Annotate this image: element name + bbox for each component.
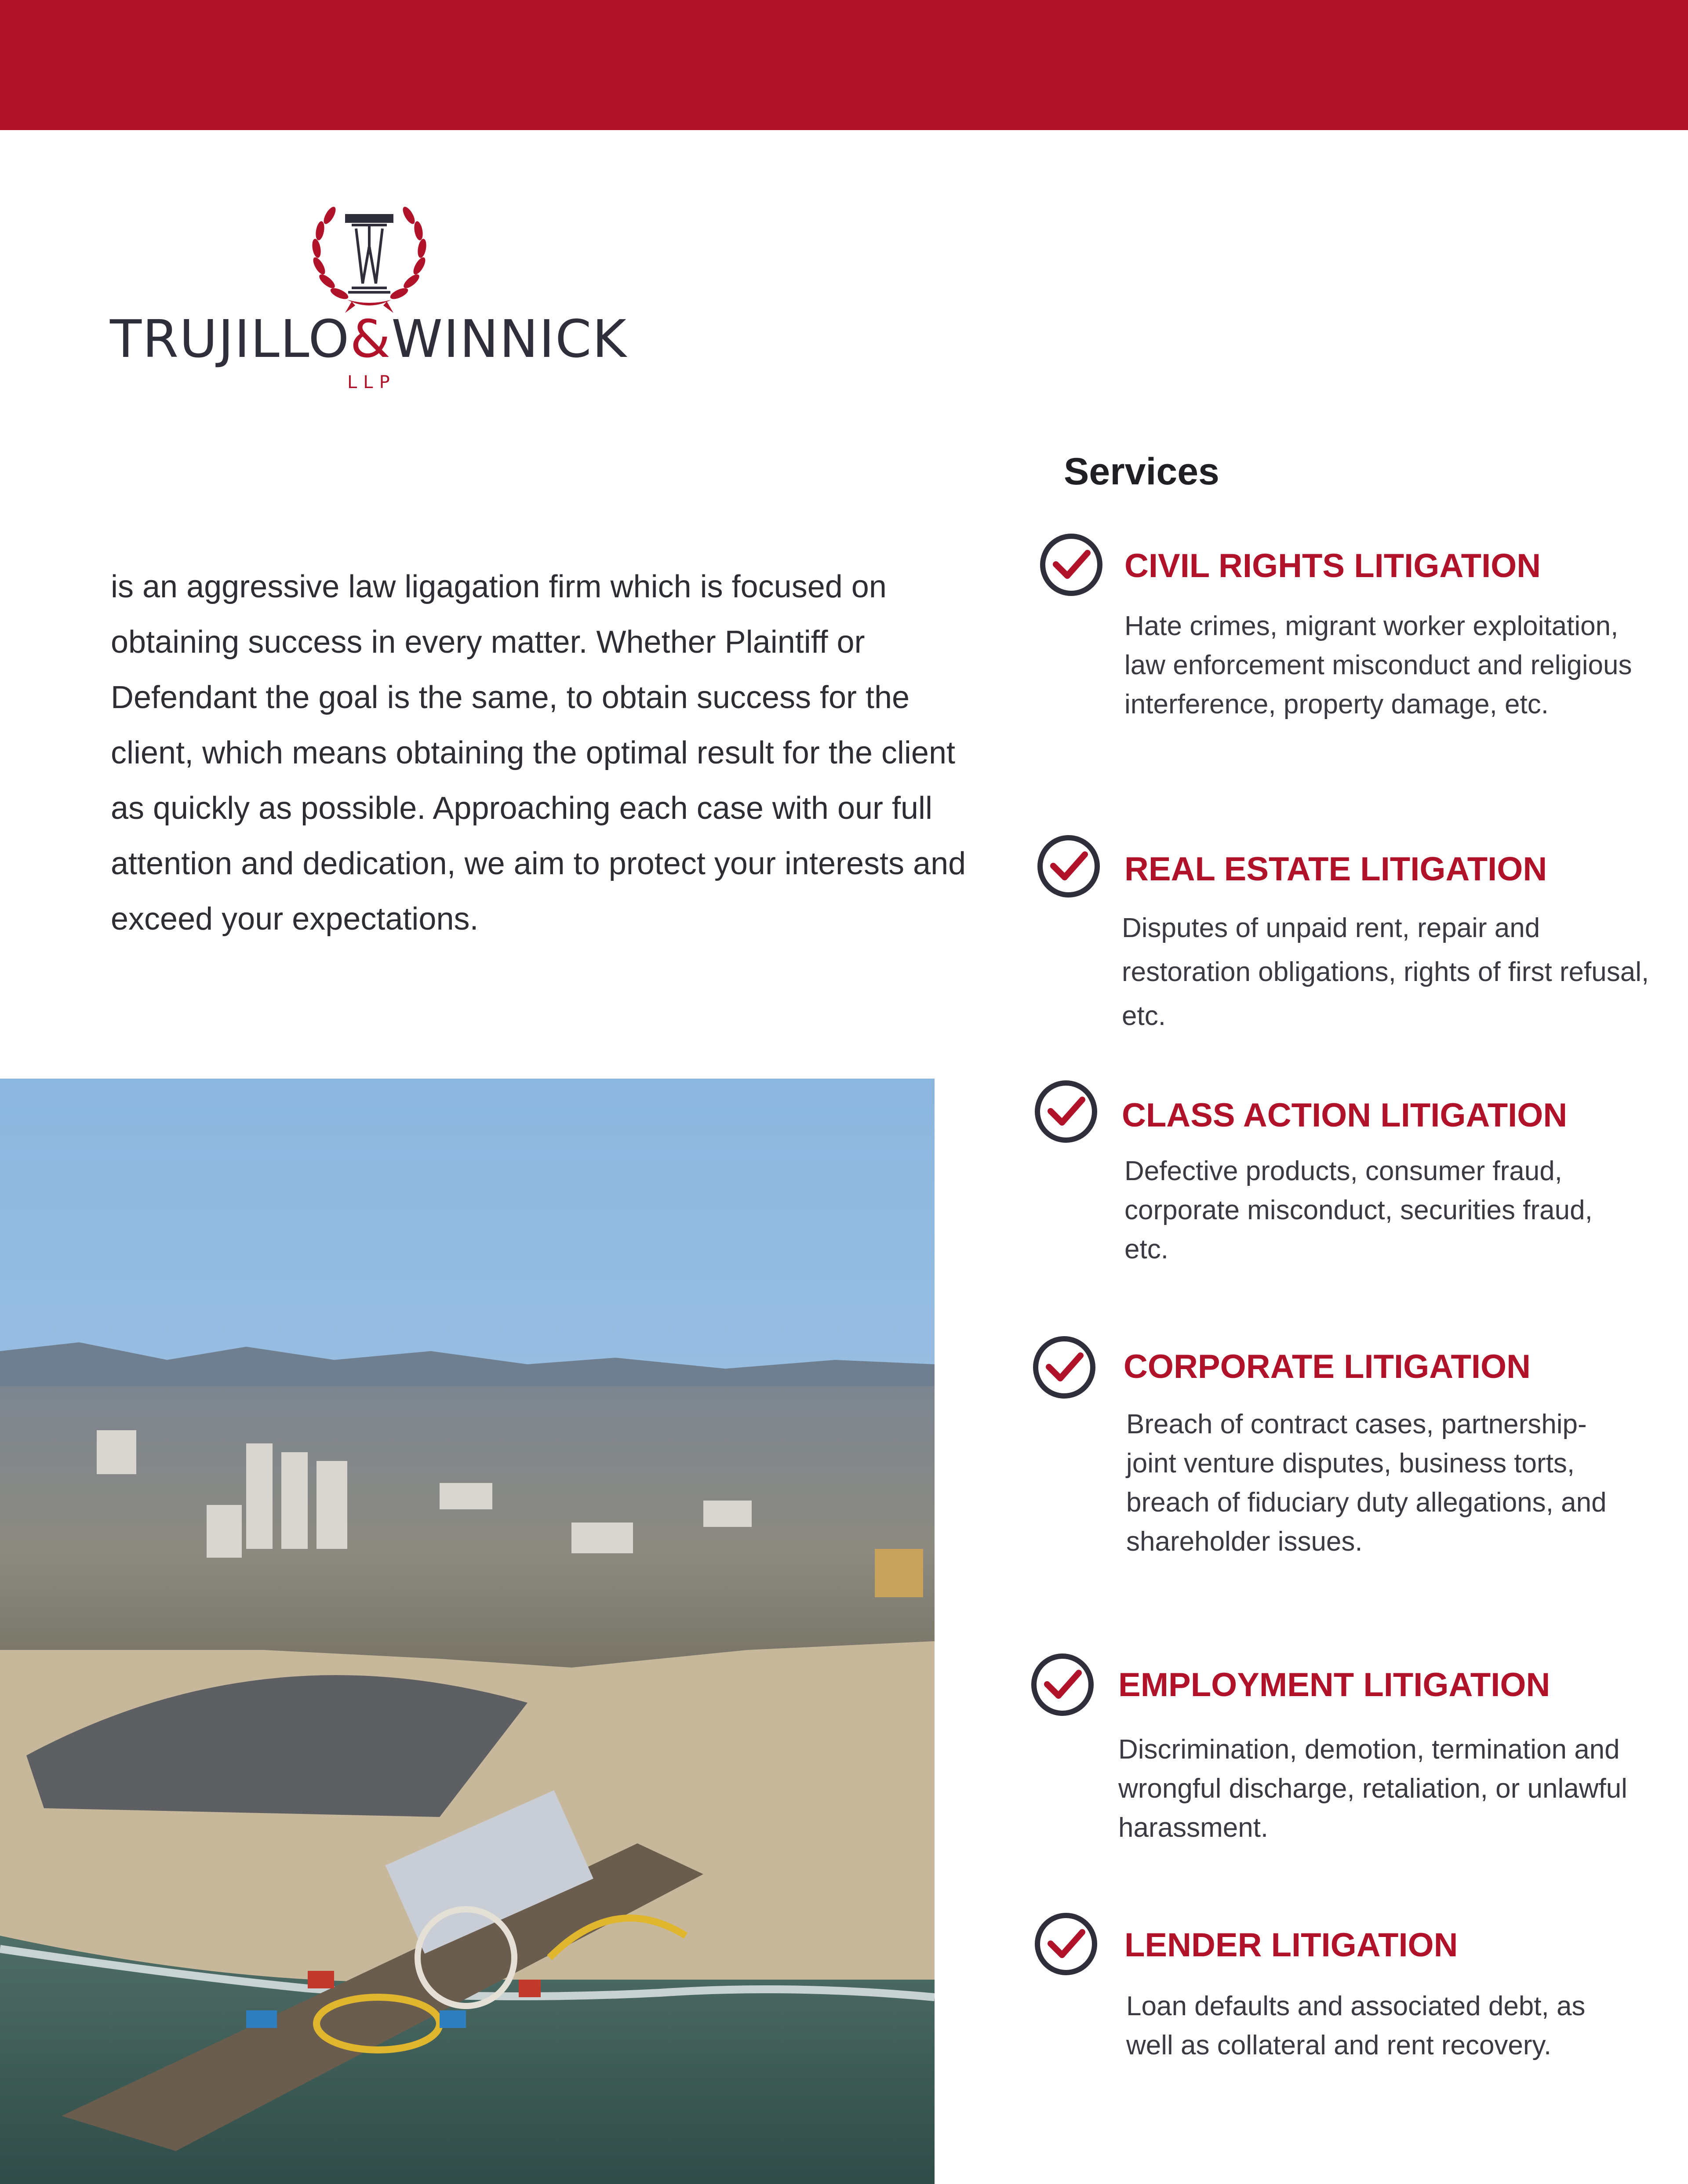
service-title: CLASS ACTION LITIGATION <box>1122 1097 1568 1134</box>
check-circle-icon <box>1033 1911 1099 1977</box>
aerial-pier-beach-city-photo <box>0 1079 935 2184</box>
check-circle-icon <box>1033 1079 1099 1145</box>
laurel-wreath-column-icon <box>299 198 440 321</box>
firm-name-part2: WINNICK <box>391 309 627 369</box>
service-title: CIVIL RIGHTS LITIGATION <box>1124 547 1541 585</box>
service-description: Discrimination, demotion, termination and wrongful discharge, retaliation, or unlawful harassment. <box>1118 1734 1627 1843</box>
services-heading: Services <box>1064 451 1219 493</box>
check-circle-icon <box>1031 1334 1097 1400</box>
intro-paragraph: is an aggressive law ligagation firm which is focused on obtaining success in every matter. Whether Plaintiff or Defendant the goal is the same, to obtain success for the client, which means obtaining the optimal result for the client as quickly as possible. Approaching each case with our full attention and dedication, we aim to protect your interests and exceed your expectations. <box>111 569 966 937</box>
firm-name-ampersand: & <box>350 309 392 369</box>
check-circle-icon <box>1038 532 1104 598</box>
service-description: Disputes of unpaid rent, repair and restoration obligations, rights of first refusal, etc. <box>1122 913 1649 1031</box>
service-description: Breach of contract cases, partnership- joint venture disputes, business torts, breach of fiduciary duty allegations, and shareholder issues. <box>1126 1409 1607 1557</box>
firm-suffix: LLP <box>347 372 396 392</box>
firm-name-part1: TRUJILLO <box>110 309 350 369</box>
service-title: LENDER LITIGATION <box>1124 1926 1458 1964</box>
service-description: Loan defaults and associated debt, as well as collateral and rent recovery. <box>1126 1991 1586 2060</box>
check-circle-icon <box>1036 833 1102 899</box>
firm-logo <box>110 198 637 396</box>
firm-name <box>110 309 637 369</box>
top-banner <box>0 0 1688 130</box>
service-description: Defective products, consumer fraud, corporate misconduct, securities fraud, etc. <box>1124 1156 1593 1265</box>
service-title: CORPORATE LITIGATION <box>1124 1348 1531 1385</box>
service-title: REAL ESTATE LITIGATION <box>1124 850 1547 888</box>
check-circle-icon <box>1030 1652 1095 1718</box>
service-title: EMPLOYMENT LITIGATION <box>1118 1666 1550 1704</box>
service-description: Hate crimes, migrant worker exploitation, law enforcement misconduct and religious interference, property damage, etc. <box>1124 611 1632 720</box>
